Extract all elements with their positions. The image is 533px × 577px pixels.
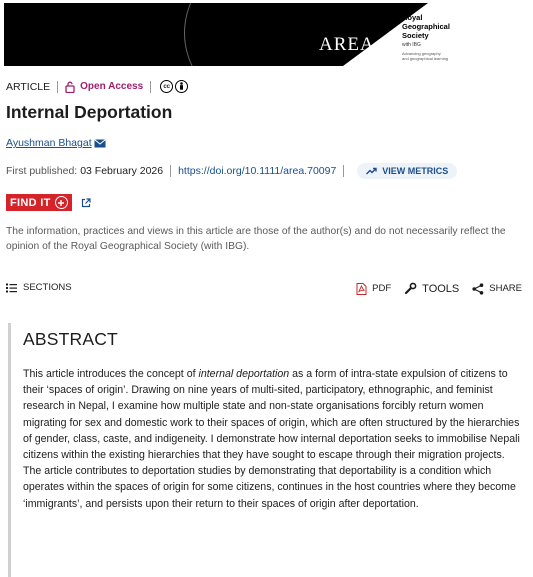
divider — [343, 165, 344, 177]
attribution-icon — [175, 80, 188, 93]
open-access-label: Open Access — [80, 81, 144, 92]
article-toolbar — [6, 282, 522, 296]
society-name: Royal Geographical Society — [402, 13, 450, 40]
journal-title: AREA — [319, 34, 375, 55]
author-row — [6, 137, 106, 149]
findit-logo-icon — [55, 196, 68, 209]
disclaimer-text: The information, practices and views in this article are those of the author(s) and do not necessarily reflect the opinion of the Royal Geographical Society (with IBG). — [6, 226, 506, 252]
journal-banner[interactable] — [4, 3, 523, 66]
list-icon — [6, 283, 17, 293]
open-access-badge — [65, 81, 143, 93]
abstract-heading: ABSTRACT — [23, 329, 118, 349]
external-link-icon[interactable] — [81, 198, 91, 208]
tools-label: TOOLS — [422, 282, 460, 295]
pdf-button[interactable] — [356, 283, 391, 295]
society-logo — [402, 13, 512, 61]
author-link[interactable]: Ayushman Bhagat — [6, 137, 92, 149]
tools-button[interactable] — [404, 282, 459, 295]
society-tagline: Advancing geography and geographical learning — [402, 51, 449, 61]
license-icons[interactable] — [160, 80, 188, 93]
findit-label: FIND IT — [10, 196, 51, 209]
abstract-text-part: This article introduces the concept of — [23, 368, 199, 380]
findit-button[interactable] — [6, 194, 72, 211]
wrench-icon — [404, 282, 417, 295]
abstract-section — [8, 323, 521, 577]
findit-row — [6, 194, 91, 211]
divider — [150, 81, 151, 93]
share-icon — [472, 283, 484, 295]
abstract-key-term: internal deportation — [198, 368, 290, 380]
divider — [57, 81, 58, 93]
share-label: SHARE — [489, 283, 522, 294]
mail-icon[interactable] — [94, 139, 106, 148]
publication-info — [6, 163, 457, 179]
creative-commons-icon: cc — [160, 80, 173, 93]
abstract-text-part: as a form of intra-state expulsion of citizens to their ‘spaces of origin’. Drawing on nine years of multi-sited, participatory, ethnographic, and feminist research in Nepal, I examine how multiple state and non-state organisations forcibly return women migrating for sex and domestic work to their spaces of origin, which are often structured by the hierarchies of gender, class, caste, and indigeneity. I demonstrate how internal deportation seeks to immobilise Nepali citizens within the existing hierarchies that they have sought to escape through their migration projects. The article contributes to deportation studies by demonstrating that deportability is a condition which operates within the spaces of origin for some citizens, continues in the host countries where they become ‘immigrants’, and persists upon their return to their spaces of origin after deportation. — [23, 368, 520, 510]
published-date: 03 February 2026 — [80, 165, 164, 177]
unlock-icon — [65, 81, 75, 93]
article-type: ARTICLE — [6, 80, 51, 93]
sections-label: SECTIONS — [23, 282, 72, 293]
article-meta — [6, 80, 188, 93]
sections-button[interactable] — [6, 282, 72, 293]
share-button[interactable] — [472, 283, 522, 295]
society-sub: with IBG — [402, 42, 421, 48]
pdf-label: PDF — [372, 283, 392, 294]
pdf-icon — [356, 283, 367, 295]
view-metrics-button[interactable] — [357, 163, 457, 179]
abstract-text — [23, 366, 523, 512]
divider — [170, 165, 171, 177]
view-metrics-label: VIEW METRICS — [382, 166, 449, 176]
published-label: First published: — [6, 165, 78, 177]
trend-up-icon — [366, 167, 377, 175]
doi-link[interactable]: https://doi.org/10.1111/area.70097 — [178, 165, 337, 177]
article-title: Internal Deportation — [6, 102, 173, 122]
